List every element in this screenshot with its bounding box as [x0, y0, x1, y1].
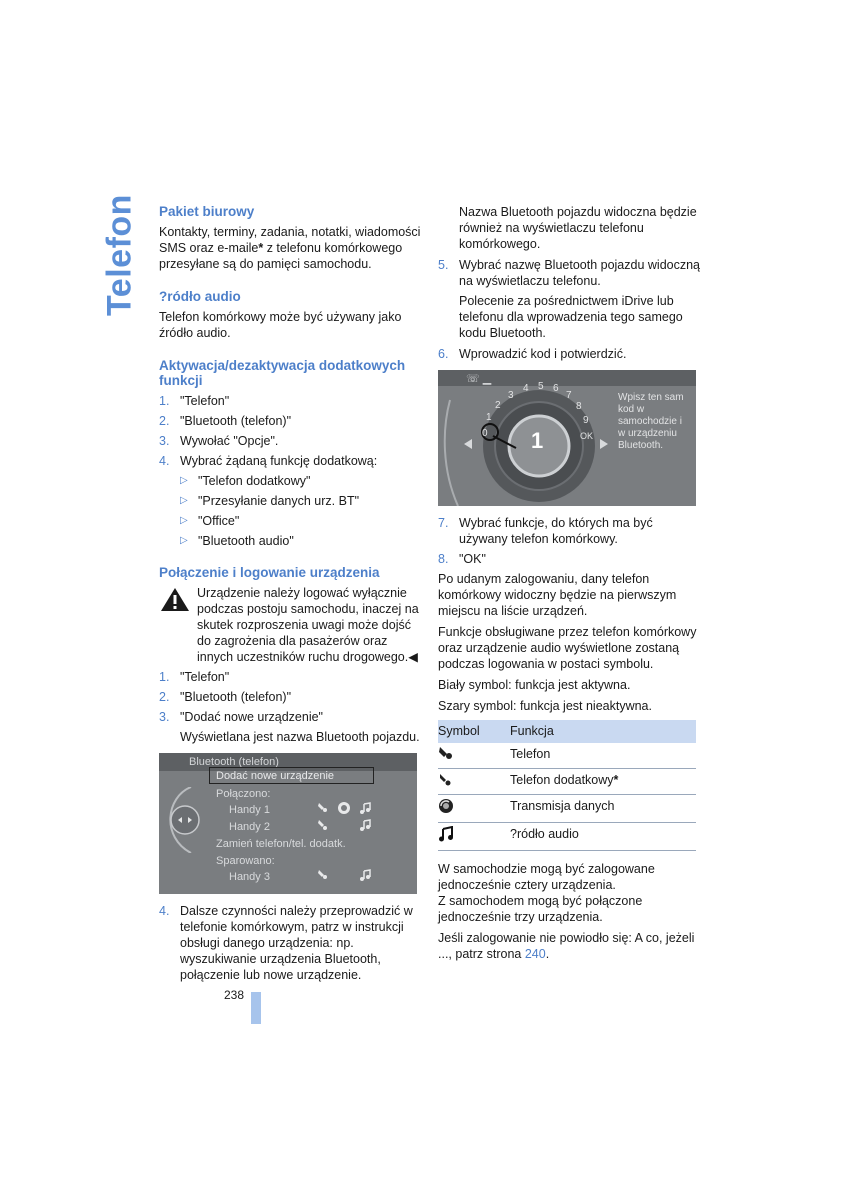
- step-note: Polecenie za pośrednictwem iDrive lub telefonu dla wprowadzenia tego samego kodu Bluetooth.: [459, 294, 683, 340]
- screenshot-code-entry: [438, 370, 696, 506]
- menu-item-handy2: Handy 2: [229, 821, 270, 833]
- step-text: Wprowadzić kod i potwierdzić.: [459, 347, 627, 361]
- step-text: "OK": [459, 552, 486, 566]
- list-item: [159, 413, 421, 429]
- bt-name-text: Nazwa Bluetooth pojazdu widoczna będzie również na wyświetlaczu telefonu komórkowego.: [459, 205, 697, 251]
- step-text: "Bluetooth (telefon)": [180, 690, 292, 704]
- step-text: Dalsze czynności należy przeprowadzić w telefonie komórkowym, patrz w instrukcji obsługi danego urządzenia: np. wyszukiwanie urządzenia Bluetooth, połączenie lub nowe urządzenie.: [180, 904, 413, 982]
- list-item: [438, 551, 700, 567]
- dial-ok: OK: [580, 431, 594, 441]
- list-item: [159, 433, 421, 449]
- data-transfer-icon: [438, 798, 454, 814]
- login-success-text: Po udanym zalogowaniu, dany telefon komórkowy widoczny będzie na pierwszym miejscu na liście urządzeń.: [438, 572, 677, 618]
- list-item: [159, 513, 421, 529]
- bullet-text: "Bluetooth audio": [198, 534, 294, 548]
- symbol-table: [438, 720, 696, 851]
- step-note: Wyświetlana jest nazwa Bluetooth pojazdu.: [180, 730, 420, 744]
- side-tab-label: Telefon: [100, 194, 139, 316]
- symbol-cell: [438, 795, 510, 823]
- warning-block: [159, 585, 421, 665]
- step-text: Wybrać żądaną funkcję dodatkową:: [180, 454, 378, 468]
- symbol-cell: [438, 823, 510, 851]
- side-tab: [100, 194, 140, 316]
- list-item: [159, 689, 421, 705]
- triangle-bullet-icon: ▷: [180, 495, 188, 506]
- current-digit: 1: [531, 428, 544, 453]
- function-cell: [510, 769, 696, 795]
- step-number: 8.: [438, 552, 449, 566]
- step-text: "Bluetooth (telefon)": [180, 414, 292, 428]
- dial-digit: 5: [538, 381, 544, 392]
- section-title-activation: Aktywacja/dezaktywacja dodatkowych funkcji: [159, 358, 406, 388]
- end-mark: ◀: [408, 650, 418, 664]
- function-cell: Transmisja danych: [510, 795, 696, 823]
- table-row: [438, 743, 696, 769]
- screenshot-bluetooth-menu: [159, 753, 417, 894]
- symbol-cell: [438, 769, 510, 795]
- column-header-symbol: Symbol: [438, 720, 510, 743]
- triangle-bullet-icon: ▷: [180, 475, 188, 486]
- menu-item-handy3: Handy 3: [229, 871, 270, 883]
- step-number: 4.: [159, 904, 170, 918]
- login-failed-text-post: .: [545, 947, 550, 961]
- functions-text: Funkcje obsługiwane przez telefon komórkowy oraz urządzenie audio wyświetlone zostaną podczas logowania w postaci symbolu.: [438, 625, 697, 671]
- step-number: 1.: [159, 394, 170, 408]
- handy2-status-icons: [316, 818, 382, 832]
- list-item: [159, 393, 421, 409]
- list-item: [159, 533, 421, 549]
- function-cell: ?ródło audio: [510, 823, 696, 851]
- function-label: Telefon dodatkowy: [510, 773, 614, 787]
- menu-item-add-device: Dodać nowe urządzenie: [216, 770, 335, 782]
- triangle-bullet-icon: ▷: [180, 535, 188, 546]
- menu-item-handy1: Handy 1: [229, 804, 270, 816]
- menu-item-swap-phone: Zamień telefon/tel. dodatk.: [216, 838, 346, 850]
- grey-symbol-text: Szary symbol: funkcja jest nieaktywna.: [438, 699, 652, 713]
- footnote-star: *: [258, 241, 264, 255]
- handy3-status-icons: [316, 868, 382, 882]
- audio-source-text: Telefon komórkowy może być używany jako źródło audio.: [159, 310, 402, 340]
- list-item: [159, 453, 421, 469]
- step-text: "Dodać nowe urządzenie": [180, 710, 323, 724]
- four-devices-text: W samochodzie mogą być zalogowane jednocześnie cztery urządzenia.: [438, 862, 655, 892]
- step-number: 1.: [159, 670, 170, 684]
- page-marker-bar: [251, 992, 261, 1024]
- list-item: [159, 493, 421, 509]
- warning-text: Urządzenie należy logować wyłącznie podczas postoju samochodu, inaczej na skutek rozproszenia uwagi może dojść do zagrożenia dla pasażerów oraz innych uczestników ruchu drogowego.: [197, 586, 419, 664]
- dial-digit: 0: [482, 428, 488, 439]
- three-devices-text: Z samochodem mogą być połączone jednocześnie trzy urządzenia.: [438, 894, 643, 924]
- controller-knob-icon: [161, 787, 207, 853]
- list-item: [159, 709, 421, 725]
- section-title-office: Pakiet biurowy: [159, 204, 255, 219]
- dial-digit: 9: [583, 415, 589, 426]
- dial-digit: 6: [553, 383, 559, 394]
- list-item: [438, 257, 700, 289]
- warning-icon: [159, 586, 191, 613]
- step-text: Wybrać nazwę Bluetooth pojazdu widoczną na wyświetlaczu telefonu.: [459, 258, 700, 288]
- bullet-text: "Office": [198, 514, 240, 528]
- login-failed-text-pre: Jeśli zalogowanie nie powiodło się: A co, jeżeli ..., patrz strona: [438, 931, 695, 961]
- dial-digit: 4: [523, 383, 529, 394]
- symbol-cell: [438, 743, 510, 769]
- function-cell: Telefon: [510, 743, 696, 769]
- step-number: 3.: [159, 434, 170, 448]
- step-text: "Telefon": [180, 394, 230, 408]
- page-number: 238: [224, 988, 245, 1002]
- list-item: [438, 515, 700, 547]
- table-row: [438, 795, 696, 823]
- menu-label-paired: Sparowano:: [216, 855, 275, 867]
- code-hint-text: Wpisz ten sam kod w samochodzie i w urządzeniu Bluetooth.: [618, 392, 684, 451]
- dial-digit: 7: [566, 390, 572, 401]
- step-number: 6.: [438, 347, 449, 361]
- step-number: 3.: [159, 710, 170, 724]
- page-link[interactable]: 240: [524, 947, 546, 961]
- list-item: [159, 669, 421, 685]
- screen-header-text: Bluetooth (telefon): [189, 756, 279, 768]
- triangle-bullet-icon: ▷: [180, 515, 188, 526]
- step-text: "Telefon": [180, 670, 230, 684]
- list-item: [438, 346, 700, 362]
- step-number: 7.: [438, 516, 449, 530]
- extra-phone-icon: [438, 772, 454, 786]
- dial-digit: 3: [508, 390, 514, 401]
- login-failed-text: [438, 930, 700, 962]
- footnote-star: *: [613, 773, 619, 787]
- step-text: Wybrać funkcje, do których ma być używany telefon komórkowy.: [459, 516, 653, 546]
- table-header-row: [438, 720, 696, 743]
- list-item: [159, 903, 421, 983]
- right-column: [438, 204, 700, 967]
- bullet-text: "Telefon dodatkowy": [198, 474, 311, 488]
- section-title-audio-source: ?ródło audio: [159, 289, 241, 304]
- office-text-part1: Kontakty, terminy, zadania, notatki, wiadomości SMS oraz e-maile: [159, 225, 421, 255]
- office-text: [159, 224, 421, 272]
- phone-header-icon: ☏ ▁: [466, 373, 492, 385]
- dial-digit: 8: [576, 401, 582, 412]
- step-number: 4.: [159, 454, 170, 468]
- step-text: Wywołać "Opcje".: [180, 434, 279, 448]
- table-row: [438, 823, 696, 851]
- column-header-function: Funkcja: [510, 720, 696, 743]
- step-number: 5.: [438, 258, 449, 272]
- step-number: 2.: [159, 414, 170, 428]
- menu-label-connected: Połączono:: [216, 788, 271, 800]
- step-number: 2.: [159, 690, 170, 704]
- white-symbol-text: Biały symbol: funkcja jest aktywna.: [438, 678, 631, 692]
- phone-icon: [438, 746, 454, 760]
- office-text-part2: z telefonu komórkowego przesyłane są do pamięci samochodu.: [159, 241, 403, 271]
- bullet-text: "Przesyłanie danych urz. BT": [198, 494, 360, 508]
- left-column: [159, 204, 421, 987]
- table-row: [438, 769, 696, 795]
- dial-digit: 1: [486, 412, 492, 423]
- list-item: [159, 473, 421, 489]
- dial-digit: 2: [495, 400, 501, 411]
- music-note-icon: [438, 826, 454, 842]
- handy1-status-icons: [316, 801, 382, 815]
- section-title-pairing: Połączenie i logowanie urządzenia: [159, 565, 380, 580]
